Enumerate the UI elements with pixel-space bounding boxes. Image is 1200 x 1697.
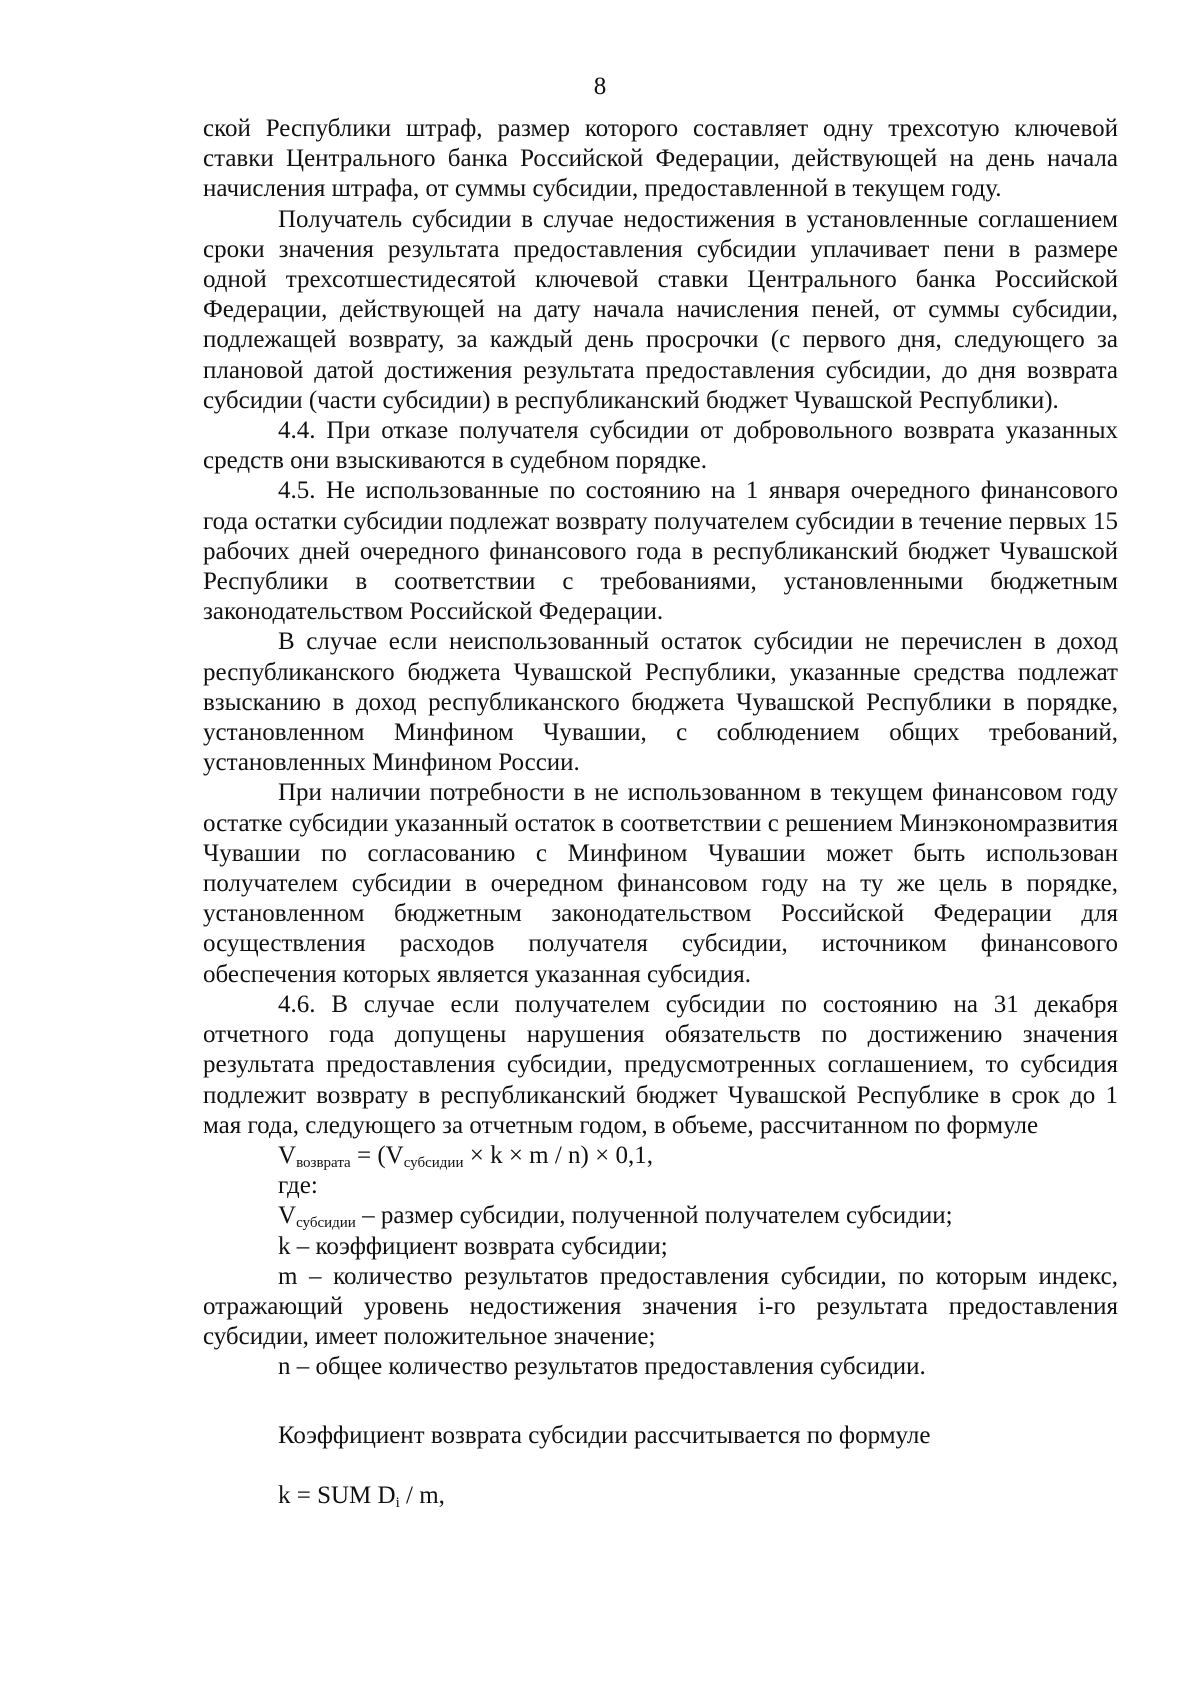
formula2-rest: / m,	[399, 1481, 445, 1509]
formula-sub-subsidy: субсидии	[403, 1154, 464, 1171]
formula2-lhs: k = SUM D	[278, 1481, 396, 1509]
formula-return-volume	[203, 1141, 1118, 1171]
paragraph-penalty: Получатель субсидии в случае недостижения в установленные соглашением сроки значения результата предоставления субсидии уплачивает пени в размере одной трехсотшестидесятой ключевой ставки Центрального банка Российской Федерации, действующей на дату начала начисления пеней, от суммы субсидии, подлежащей возврату, за каждый день просрочки (с первого дня, следующего за плановой датой достижения результата предоставления субсидии, до дня возврата субсидии (части субсидии) в республиканский бюджет Чувашской Республики).	[203, 205, 1118, 414]
formula-v: V	[278, 1141, 297, 1169]
definition-v-sub: субсидии	[296, 1215, 356, 1232]
definition-v-symbol: V	[278, 1202, 297, 1230]
formula-eq: = (V	[350, 1141, 404, 1169]
document-body	[203, 114, 1118, 1511]
definition-v-text: – размер субсидии, полученной получателем субсидии;	[355, 1202, 953, 1230]
coefficient-intro: Коэффициент возврата субсидии рассчитывается по формуле	[278, 1421, 931, 1449]
paragraph-4-6: 4.6. В случае если получателем субсидии по состоянию на 31 декабря отчетного года допущены нарушения обязательств по достижению значения результата предоставления субсидии, предусмотренных соглашением, то субсидия подлежит возврату в республиканский бюджет Чувашской Республике в срок до 1 мая года, следующего за отчетным годом, в объеме, рассчитанном по формуле	[203, 990, 1118, 1139]
paragraph-need: При наличии потребности в не использованном в текущем финансовом году остатке субсидии указанный остаток в соответствии с решением Минэкономразвития Чувашии по согласованию с Минфином Чувашии может быть использован получателем субсидии в очередном финансовом году на ту же цель в порядке, установленном бюджетным законодательством Российской Федерации для осуществления расходов получателя субсидии, источником финансового обеспечения которых является указанная субсидия.	[203, 779, 1118, 988]
definition-v	[203, 1201, 1118, 1231]
formula-coefficient	[203, 1481, 1118, 1511]
paragraph-unused-balance: В случае если неиспользованный остаток субсидии не перечислен в доход республиканского бюджета Чувашской Республики, указанные средства подлежат взысканию в доход республиканского бюджета Чувашской Республики в порядке, установленном Минфином Чувашии, с соблюдением общих требований, установленных Минфином России.	[203, 628, 1118, 777]
page-number: 8	[593, 73, 607, 100]
paragraph-4-5: 4.5. Не использованные по состоянию на 1 января очередного финансового года остатки субсидии подлежат возврату получателем субсидии в течение первых 15 рабочих дней очередного финансового года в республиканский бюджет Чувашской Республики в соответствии с требованиями, установленными бюджетным законодательством Российской Федерации.	[203, 477, 1118, 626]
formula-sub-return: возврата	[296, 1154, 351, 1171]
where-label: где:	[278, 1172, 318, 1200]
spacer	[203, 1383, 1118, 1421]
definition-n: n – общее количество результатов предоставления субсидии.	[278, 1353, 926, 1381]
definition-k: k – коэффициент возврата субсидии;	[278, 1232, 668, 1260]
formula-rest: × k × m / n) × 0,1,	[463, 1141, 653, 1169]
definition-m: m – количество результатов предоставления субсидии, по которым индекс, отражающий уровень недостижения значения i-го результата предоставления субсидии, имеет положительное значение;	[203, 1262, 1118, 1351]
paragraph-4-4: 4.4. При отказе получателя субсидии от добровольного возврата указанных средств они взыскиваются в судебном порядке.	[203, 417, 1118, 475]
formula2-sub-i: i	[395, 1494, 400, 1511]
spacer	[203, 1451, 1118, 1481]
paragraph-continuation: ской Республики штраф, размер которого составляет одну трехсотую ключевой ставки Центрального банка Российской Федерации, действующей на день начала начисления штрафа, от суммы субсидии, предоставленной в текущем году.	[203, 115, 1118, 203]
